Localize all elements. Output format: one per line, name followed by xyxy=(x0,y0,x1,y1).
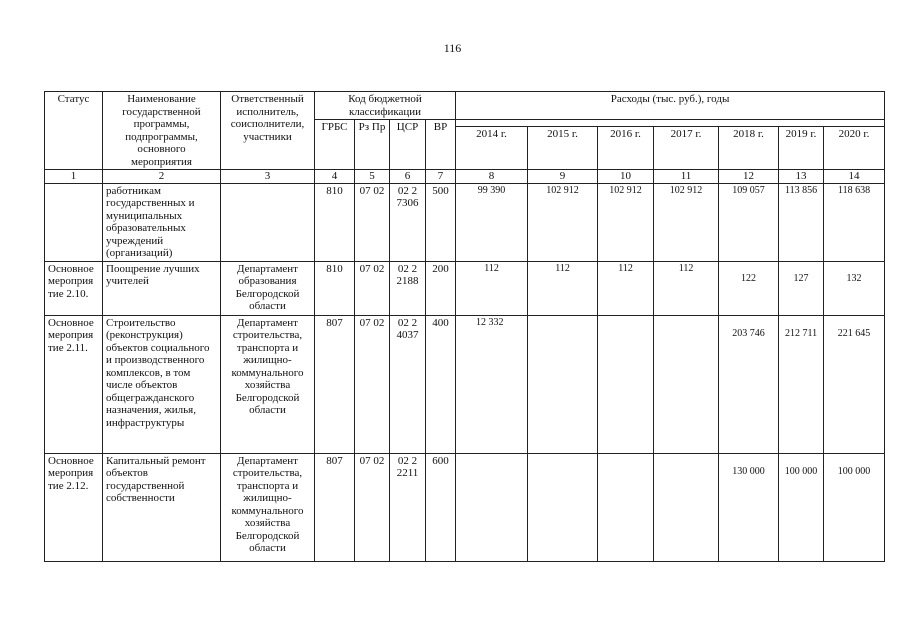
executor-cell: Департамент строительства, транспорта и жилищно-коммунального хозяйства Белгородской области xyxy=(221,315,315,453)
value-cell: 12 332 xyxy=(456,315,528,453)
header-year: 2016 г. xyxy=(598,127,654,170)
column-number: 9 xyxy=(528,170,598,184)
header-year: 2017 г. xyxy=(654,127,719,170)
name-cell: Капитальный ремонт объектов государственной собственности xyxy=(103,453,221,561)
header-year: 2014 г. xyxy=(456,127,528,170)
column-number: 13 xyxy=(779,170,824,184)
header-year: 2019 г. xyxy=(779,127,824,170)
header-year: 2020 г. xyxy=(824,127,885,170)
rzpr-cell: 07 02 xyxy=(355,453,390,561)
value-cell: 112 xyxy=(528,261,598,315)
status-cell: Основное мероприя тие 2.12. xyxy=(45,453,103,561)
column-number: 2 xyxy=(103,170,221,184)
value-cell: 122 xyxy=(719,261,779,315)
page-number: 116 xyxy=(443,41,462,55)
value-cell xyxy=(654,315,719,453)
column-number: 6 xyxy=(390,170,426,184)
grbs-cell: 807 xyxy=(315,453,355,561)
rzpr-cell: 07 02 xyxy=(355,315,390,453)
column-number: 3 xyxy=(221,170,315,184)
name-cell: Поощрение лучших учителей xyxy=(103,261,221,315)
csr-cell: 02 2 2211 xyxy=(390,453,426,561)
value-cell: 203 746 xyxy=(719,315,779,453)
rzpr-cell: 07 02 xyxy=(355,183,390,261)
executor-cell: Департамент образования Белгородской области xyxy=(221,261,315,315)
column-number: 7 xyxy=(426,170,456,184)
value-cell: 132 xyxy=(824,261,885,315)
header-executor: Ответственный исполнитель, соисполнители, участники xyxy=(221,92,315,170)
column-number: 4 xyxy=(315,170,355,184)
grbs-cell: 807 xyxy=(315,315,355,453)
value-cell xyxy=(528,315,598,453)
status-cell xyxy=(45,183,103,261)
column-number: 5 xyxy=(355,170,390,184)
csr-cell: 02 2 7306 xyxy=(390,183,426,261)
header-code-group: Код бюджетной классификации xyxy=(315,92,456,120)
csr-cell: 02 2 2188 xyxy=(390,261,426,315)
value-cell: 109 057 xyxy=(719,183,779,261)
status-cell: Основное мероприя тие 2.11. xyxy=(45,315,103,453)
header-csr: ЦСР xyxy=(390,120,426,170)
value-cell: 100 000 xyxy=(824,453,885,561)
column-number: 1 xyxy=(45,170,103,184)
value-cell: 112 xyxy=(598,261,654,315)
column-number: 8 xyxy=(456,170,528,184)
budget-table xyxy=(44,91,885,562)
value-cell: 112 xyxy=(456,261,528,315)
header-grbs: ГРБС xyxy=(315,120,355,170)
executor-cell xyxy=(221,183,315,261)
header-expenses-group: Расходы (тыс. руб.), годы xyxy=(456,92,885,120)
value-cell xyxy=(598,453,654,561)
value-cell: 102 912 xyxy=(598,183,654,261)
column-number: 12 xyxy=(719,170,779,184)
header-vr: ВР xyxy=(426,120,456,170)
header-row-1 xyxy=(45,92,885,120)
value-cell: 130 000 xyxy=(719,453,779,561)
table-row xyxy=(45,315,885,453)
table-row xyxy=(45,453,885,561)
header-name: Наименование государственной программы, подпрограммы, основного мероприятия xyxy=(103,92,221,170)
value-cell xyxy=(528,453,598,561)
value-cell: 113 856 xyxy=(779,183,824,261)
name-cell: работникам государственных и муниципальных образовательных учреждений (организаций) xyxy=(103,183,221,261)
column-number: 14 xyxy=(824,170,885,184)
header-year: 2015 г. xyxy=(528,127,598,170)
column-number-row xyxy=(45,170,885,184)
value-cell xyxy=(654,453,719,561)
value-cell: 212 711 xyxy=(779,315,824,453)
vr-cell: 500 xyxy=(426,183,456,261)
header-status: Статус xyxy=(45,92,103,170)
value-cell: 102 912 xyxy=(654,183,719,261)
header-year: 2018 г. xyxy=(719,127,779,170)
value-cell xyxy=(456,453,528,561)
csr-cell: 02 2 4037 xyxy=(390,315,426,453)
executor-cell: Департамент строительства, транспорта и жилищно-коммунального хозяйства Белгородской области xyxy=(221,453,315,561)
vr-cell: 600 xyxy=(426,453,456,561)
grbs-cell: 810 xyxy=(315,261,355,315)
header-rzpr: Рз Пр xyxy=(355,120,390,170)
column-number: 11 xyxy=(654,170,719,184)
name-cell: Строительство (реконструкция) объектов социального и производственного комплексов, в том числе объектов общегражданского назначения, жилья, инфраструктуры xyxy=(103,315,221,453)
value-cell: 99 390 xyxy=(456,183,528,261)
vr-cell: 400 xyxy=(426,315,456,453)
value-cell xyxy=(598,315,654,453)
grbs-cell: 810 xyxy=(315,183,355,261)
vr-cell: 200 xyxy=(426,261,456,315)
value-cell: 100 000 xyxy=(779,453,824,561)
table-row xyxy=(45,183,885,261)
column-number: 10 xyxy=(598,170,654,184)
status-cell: Основное мероприя тие 2.10. xyxy=(45,261,103,315)
value-cell: 127 xyxy=(779,261,824,315)
table-row xyxy=(45,261,885,315)
value-cell: 112 xyxy=(654,261,719,315)
value-cell: 102 912 xyxy=(528,183,598,261)
value-cell: 221 645 xyxy=(824,315,885,453)
value-cell: 118 638 xyxy=(824,183,885,261)
rzpr-cell: 07 02 xyxy=(355,261,390,315)
